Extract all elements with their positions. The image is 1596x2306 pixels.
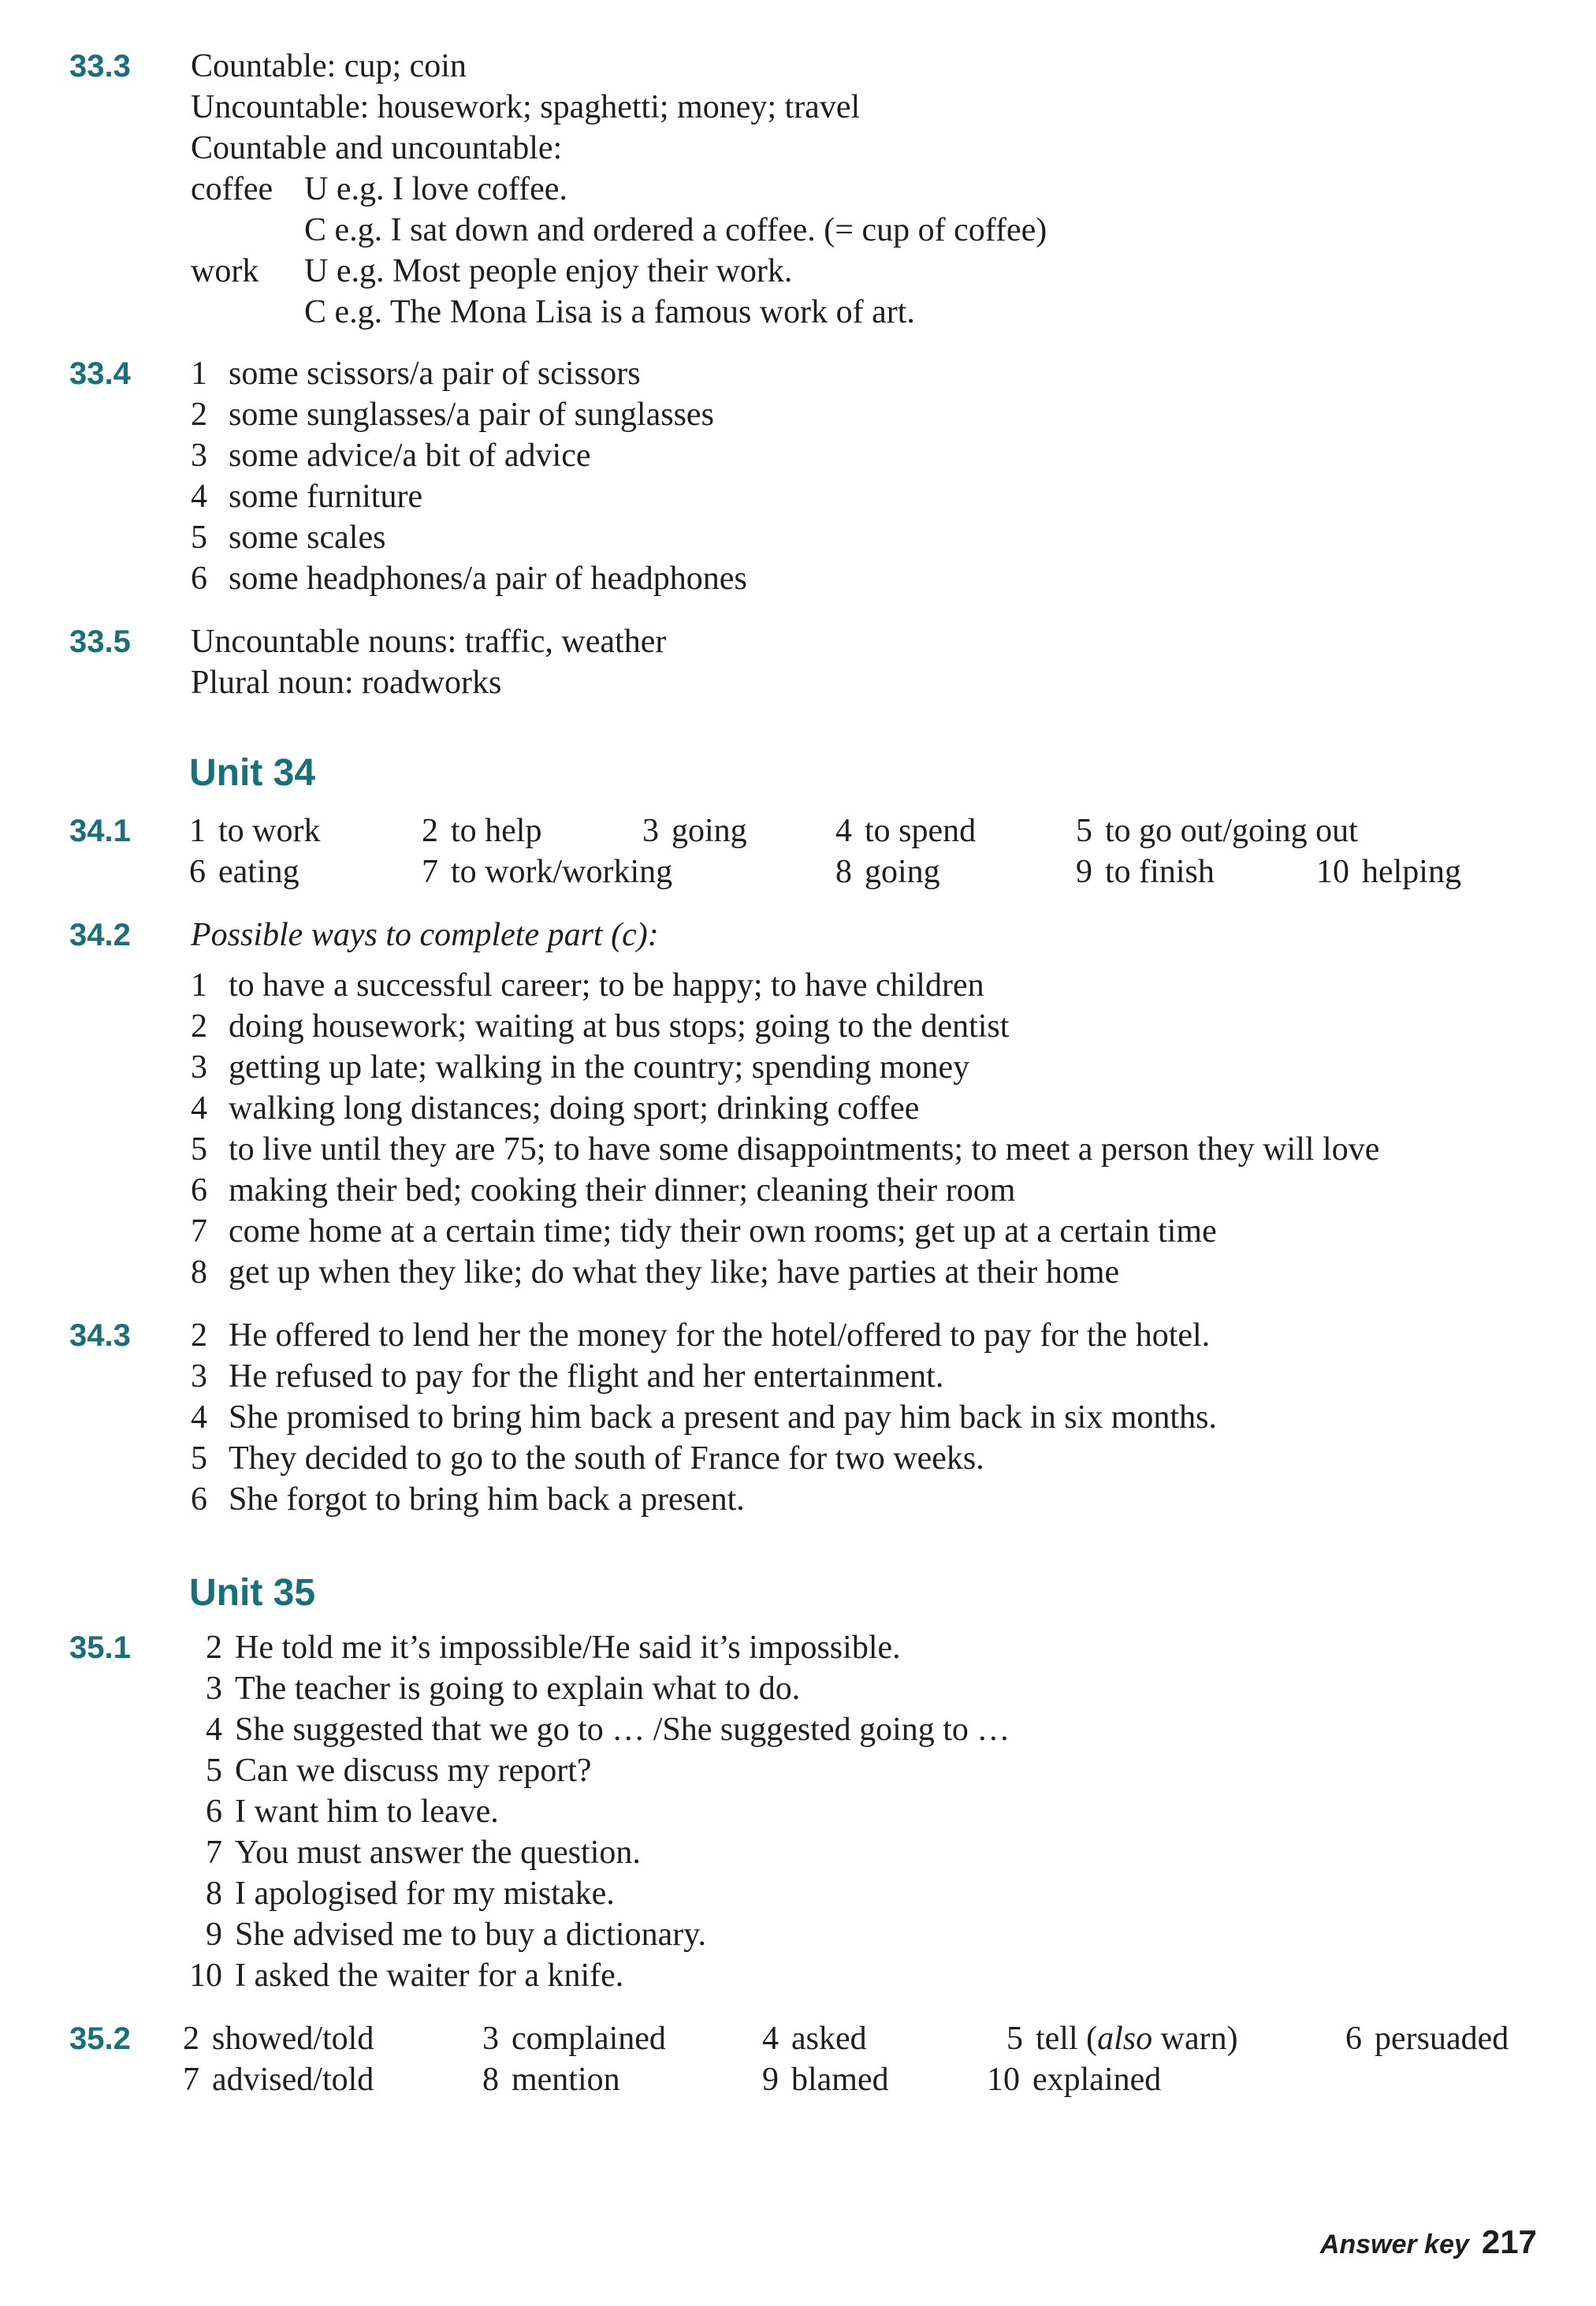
answer-cell: 2 showed/told <box>183 2021 374 2057</box>
list-item: 8 I apologised for my mistake. <box>206 1876 615 1912</box>
exercise-number: 34.1 <box>69 814 131 848</box>
list-item: 6 making their bed; cooking their dinner; cleaning their room <box>191 1172 1016 1209</box>
list-item: 3 getting up late; walking in the country; spending money <box>191 1049 970 1086</box>
answer-cell: 3 complained <box>482 2021 666 2057</box>
list-item: 10 I asked the waiter for a knife. <box>189 1958 624 1994</box>
answer-line: Countable: cup; coin <box>191 48 467 84</box>
list-item: 8 get up when they like; do what they like; have parties at their home <box>191 1254 1120 1291</box>
answer-cell: 6 persuaded <box>1345 2021 1509 2057</box>
list-item: 3 some advice/a bit of advice <box>191 438 591 474</box>
exercise-number: 33.3 <box>69 49 131 84</box>
answer-cell: 10 explained <box>987 2062 1162 2098</box>
exercise-number: 34.2 <box>69 918 131 952</box>
list-item: 7 come home at a certain time; tidy their own rooms; get up at a certain time <box>191 1213 1217 1250</box>
answer-cell: 8 going <box>835 854 940 890</box>
list-item: 5 some scales <box>191 520 386 556</box>
list-item: 2 He told me it’s impossible/He said it’s impossible. <box>206 1630 901 1666</box>
answer-line: U e.g. Most people enjoy their work. <box>304 253 793 289</box>
list-item: 6 some headphones/a pair of headphones <box>191 561 747 597</box>
list-item: 1 to have a successful career; to be happy; to have children <box>191 967 984 1004</box>
answer-line: C e.g. The Mona Lisa is a famous work of art. <box>304 294 915 330</box>
list-item: 3 He refused to pay for the flight and her entertainment. <box>191 1358 944 1395</box>
exercise-number: 33.5 <box>69 624 131 659</box>
list-item: 5 Can we discuss my report? <box>206 1753 592 1789</box>
answer-cell: 9 to finish <box>1076 854 1215 890</box>
list-item: 4 walking long distances; doing sport; drinking coffee <box>191 1090 920 1127</box>
answer-cell: 4 to spend <box>835 813 977 849</box>
unit-heading: Unit 35 <box>189 1572 316 1614</box>
page-footer <box>1320 2222 1537 2265</box>
answer-cell: 9 blamed <box>762 2062 889 2098</box>
list-item: 2 some sunglasses/a pair of sunglasses <box>191 397 714 433</box>
answer-cell: 3 going <box>642 813 747 849</box>
answer-line: Uncountable: housework; spaghetti; money; travel <box>191 89 861 125</box>
exercise-number: 34.3 <box>69 1318 131 1353</box>
answer-cell: 7 to work/working <box>422 854 673 890</box>
answer-cell: 6 eating <box>189 854 299 890</box>
answer-line: Plural noun: roadworks <box>191 665 502 701</box>
answer-cell: 10 helping <box>1316 854 1461 890</box>
answer-cell: 2 to help <box>422 813 542 849</box>
answer-cell: 8 mention <box>482 2062 620 2098</box>
answer-cell: 5 tell (also warn) <box>1006 2021 1238 2057</box>
list-item: 5 They decided to go to the south of France for two weeks. <box>191 1440 984 1477</box>
exercise-intro: Possible ways to complete part (c): <box>191 917 659 953</box>
answer-word: work <box>191 253 259 289</box>
list-item: 5 to live until they are 75; to have some disappointments; to meet a person they will love <box>191 1131 1380 1168</box>
answer-line: U e.g. I love coffee. <box>304 171 567 207</box>
answer-line: Countable and uncountable: <box>191 130 563 166</box>
footer-label: Answer key <box>1319 2230 1469 2259</box>
list-item: 4 She suggested that we go to … /She suggested going to … <box>206 1712 1010 1748</box>
answer-word: coffee <box>191 171 273 207</box>
list-item: 6 I want him to leave. <box>206 1794 499 1830</box>
exercise-number: 35.1 <box>69 1630 131 1665</box>
unit-heading: Unit 34 <box>189 752 316 794</box>
exercise-number: 35.2 <box>69 2021 131 2056</box>
list-item: 9 She advised me to buy a dictionary. <box>206 1917 706 1953</box>
answer-line: C e.g. I sat down and ordered a coffee. (= cup of coffee) <box>304 212 1047 248</box>
list-item: 1 some scissors/a pair of scissors <box>191 356 641 392</box>
page-number: 217 <box>1481 2223 1537 2260</box>
answer-cell: 1 to work <box>189 813 321 849</box>
list-item: 2 doing housework; waiting at bus stops; going to the dentist <box>191 1008 1010 1045</box>
answer-cell: 4 asked <box>762 2021 867 2057</box>
answer-cell: 5 to go out/going out <box>1076 813 1358 849</box>
list-item: 7 You must answer the question. <box>206 1835 641 1871</box>
answer-line: Uncountable nouns: traffic, weather <box>191 624 667 660</box>
list-item: 6 She forgot to bring him back a present. <box>191 1481 745 1518</box>
exercise-number: 33.4 <box>69 356 131 391</box>
list-item: 3 The teacher is going to explain what to do. <box>206 1671 801 1707</box>
list-item: 4 She promised to bring him back a present and pay him back in six months. <box>191 1399 1217 1436</box>
answer-cell: 7 advised/told <box>183 2062 374 2098</box>
list-item: 4 some furniture <box>191 479 423 515</box>
list-item: 2 He offered to lend her the money for the hotel/offered to pay for the hotel. <box>191 1317 1211 1354</box>
